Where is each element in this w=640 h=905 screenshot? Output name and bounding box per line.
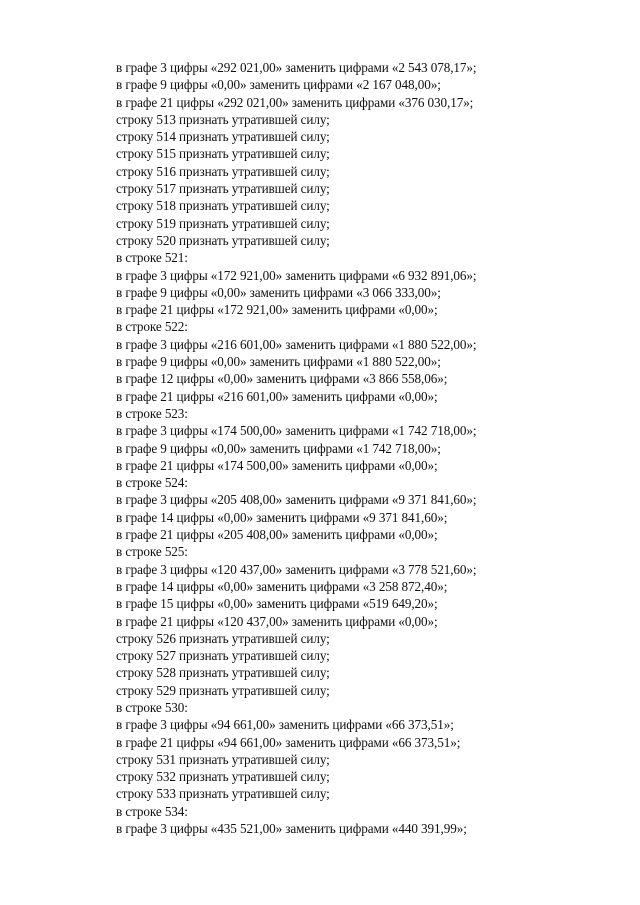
text-line: в графе 3 цифры «120 437,00» заменить цифрами «3 778 521,60»; xyxy=(116,561,477,577)
text-line: в графе 9 цифры «0,00» заменить цифрами «1 742 718,00»; xyxy=(116,440,441,456)
section-heading: в строке 523: xyxy=(116,405,188,421)
text-line: строку 520 признать утратившей силу; xyxy=(116,232,330,248)
text-line: в графе 3 цифры «172 921,00» заменить цифрами «6 932 891,06»; xyxy=(116,267,477,283)
text-line: в графе 21 цифры «216 601,00» заменить цифрами «0,00»; xyxy=(116,388,438,404)
text-line: строку 514 признать утратившей силу; xyxy=(116,129,330,145)
text-line: в графе 21 цифры «94 661,00» заменить цифрами «66 373,51»; xyxy=(116,734,461,750)
section-heading: в строке 524: xyxy=(116,475,188,491)
text-line: в графе 3 цифры «94 661,00» заменить цифрами «66 373,51»; xyxy=(116,717,454,733)
text-line: в графе 3 цифры «216 601,00» заменить цифрами «1 880 522,00»; xyxy=(116,336,477,352)
text-line: в графе 3 цифры «205 408,00» заменить цифрами «9 371 841,60»; xyxy=(116,492,477,508)
section-heading: в строке 522: xyxy=(116,319,188,335)
text-line: в графе 9 цифры «0,00» заменить цифрами «1 880 522,00»; xyxy=(116,354,441,370)
text-line: в графе 3 цифры «435 521,00» заменить цифрами «440 391,99»; xyxy=(116,821,467,837)
text-line: в графе 9 цифры «0,00» заменить цифрами «2 167 048,00»; xyxy=(116,77,441,93)
text-line: в графе 21 цифры «205 408,00» заменить цифрами «0,00»; xyxy=(116,527,438,543)
section-heading: в строке 521: xyxy=(116,250,188,266)
text-line: строку 527 признать утратившей силу; xyxy=(116,648,330,664)
text-line: строку 513 признать утратившей силу; xyxy=(116,111,330,127)
text-line: в графе 14 цифры «0,00» заменить цифрами «9 371 841,60»; xyxy=(116,509,448,525)
section-heading: в строке 530: xyxy=(116,699,188,715)
text-line: в графе 21 цифры «292 021,00» заменить цифрами «376 030,17»; xyxy=(116,94,474,110)
text-line: строку 526 признать утратившей силу; xyxy=(116,630,330,646)
text-line: в графе 21 цифры «172 921,00» заменить цифрами «0,00»; xyxy=(116,302,438,318)
text-line: строку 518 признать утратившей силу; xyxy=(116,198,330,214)
text-line: в графе 12 цифры «0,00» заменить цифрами «3 866 558,06»; xyxy=(116,371,448,387)
text-line: в графе 3 цифры «292 021,00» заменить цифрами «2 543 078,17»; xyxy=(116,60,477,75)
section-heading: в строке 525: xyxy=(116,544,188,560)
document-text-block xyxy=(116,59,556,837)
text-line: в графе 21 цифры «174 500,00» заменить цифрами «0,00»; xyxy=(116,457,438,473)
text-line: строку 517 признать утратившей силу; xyxy=(116,181,330,197)
section-heading: в строке 534: xyxy=(116,803,188,819)
text-line: строку 529 признать утратившей силу; xyxy=(116,682,330,698)
text-line: строку 532 признать утратившей силу; xyxy=(116,769,330,785)
text-line: строку 533 признать утратившей силу; xyxy=(116,786,330,802)
text-line: в графе 15 цифры «0,00» заменить цифрами «519 649,20»; xyxy=(116,596,438,612)
text-line: строку 516 признать утратившей силу; xyxy=(116,163,330,179)
text-line: в графе 3 цифры «174 500,00» заменить цифрами «1 742 718,00»; xyxy=(116,423,477,439)
text-line: в графе 21 цифры «120 437,00» заменить цифрами «0,00»; xyxy=(116,613,438,629)
text-line: строку 519 признать утратившей силу; xyxy=(116,215,330,231)
text-line: строку 515 признать утратившей силу; xyxy=(116,146,330,162)
text-line: в графе 14 цифры «0,00» заменить цифрами «3 258 872,40»; xyxy=(116,578,448,594)
text-line: строку 528 признать утратившей силу; xyxy=(116,665,330,681)
text-line: строку 531 признать утратившей силу; xyxy=(116,751,330,767)
text-line: в графе 9 цифры «0,00» заменить цифрами «3 066 333,00»; xyxy=(116,284,441,300)
